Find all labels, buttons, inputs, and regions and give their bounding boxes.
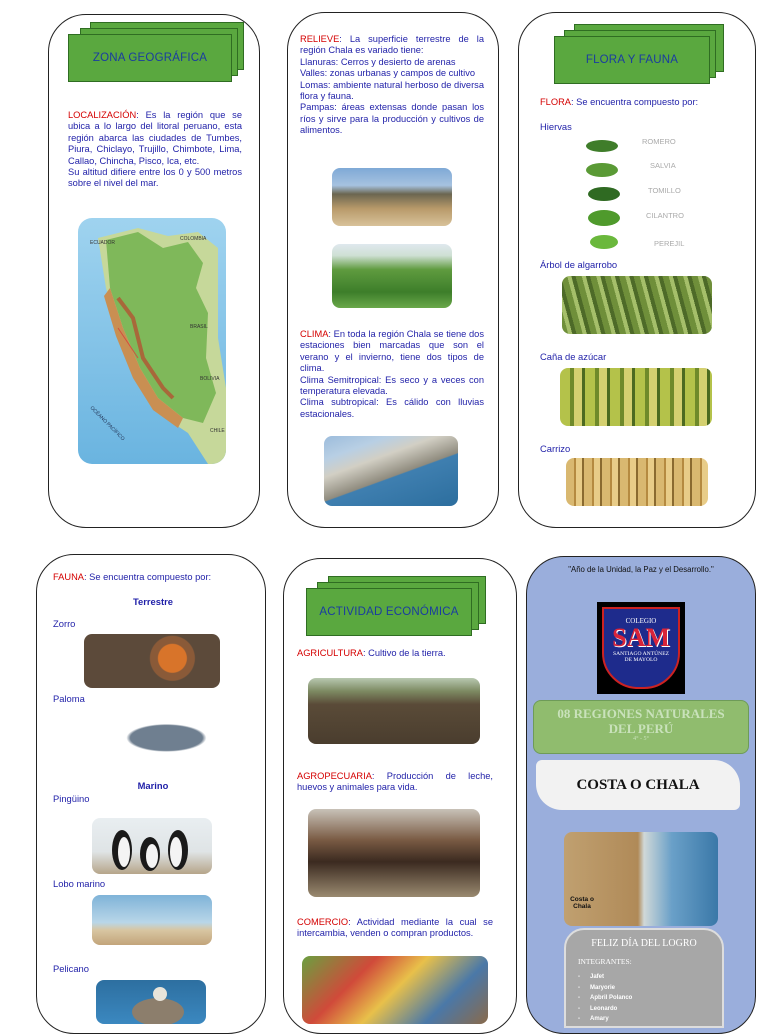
- flora-intro: : Se encuentra compuesto por:: [571, 97, 699, 107]
- clima-paragraph: [300, 329, 484, 420]
- banner-flora-fauna: [554, 24, 724, 82]
- livestock-image: [308, 809, 480, 897]
- herbs-svg: [580, 132, 700, 254]
- label-carrizo: Carrizo: [540, 443, 571, 454]
- pigeon-image: [86, 706, 220, 764]
- herbs-image: [580, 132, 700, 254]
- comercio-paragraph: [297, 917, 493, 940]
- herb-name: CILANTRO: [646, 211, 684, 220]
- banner-zona-geografica: [68, 22, 246, 80]
- penguin-image: [92, 818, 212, 874]
- agricultura-heading: AGRICULTURA: [297, 648, 363, 658]
- region-box: [536, 760, 740, 810]
- fauna-heading: FAUNA: [53, 572, 84, 582]
- member-item: - Maryorie: [578, 984, 616, 991]
- herb-name: TOMILLO: [648, 186, 681, 195]
- comercio-text: : Actividad mediante la cual se intercambia, venden o compran productos.: [297, 917, 493, 939]
- fauna-intro-line: [53, 572, 253, 583]
- peru-map-image: [78, 218, 226, 464]
- coast-city-image: [324, 436, 458, 506]
- herb-name: ROMERO: [642, 137, 676, 146]
- agropecuaria-text: : Producción de leche, huevos y animales para vida.: [297, 771, 493, 793]
- label-pelicano: Pelicano: [53, 963, 89, 974]
- logo-main-text: SAM: [612, 623, 670, 652]
- flora-heading: FLORA: [540, 97, 571, 107]
- desert-landscape-image: [332, 168, 452, 226]
- member-item: - Apbril Polanco: [578, 995, 633, 1001]
- label-terrestre: Terrestre: [133, 596, 173, 607]
- banner-title: ZONA GEOGRÁFICA: [92, 52, 208, 64]
- penguin-svg: [92, 818, 212, 874]
- logro-box: [564, 928, 724, 1028]
- fox-image: [84, 634, 220, 688]
- members-list: [578, 972, 722, 1025]
- costa-photo-label: Costa o Chala: [570, 896, 594, 910]
- pelican-image: [96, 980, 206, 1024]
- map-label-ocean: OCÉANO PACÍFICO: [88, 405, 126, 443]
- label-pinguino: Pingüino: [53, 793, 90, 804]
- region-title: COSTA O CHALA: [576, 776, 700, 793]
- lomas-landscape-image: [332, 244, 452, 308]
- member-item: - Leonardo: [578, 1005, 618, 1012]
- logo-top-text: COLEGIO: [625, 617, 657, 625]
- map-label-chile: CHILE: [210, 428, 225, 434]
- banner-actividad-economica: [306, 576, 486, 634]
- label-zorro: Zorro: [53, 618, 76, 629]
- clima-intro: : En toda la región Chala se tiene dos estaciones bien marcadas que son el verano y el invierno, tiene dos tipos de clima.: [300, 329, 484, 374]
- logo-bottom-text: SANTIAGO ANTÚNEZ DE MAYOLO: [612, 651, 670, 664]
- agropecuaria-heading: AGROPECUARIA: [297, 771, 372, 781]
- banner-title: FLORA Y FAUNA: [585, 54, 679, 66]
- costa-photo: [564, 832, 718, 926]
- localizacion-heading: LOCALIZACIÓN: [68, 110, 137, 120]
- label-marino: Marino: [137, 780, 169, 791]
- flora-intro-line: [540, 97, 740, 108]
- pelican-svg: [96, 980, 206, 1024]
- map-label-brasil: BRASIL: [190, 324, 208, 330]
- peru-map-svg: [78, 218, 226, 464]
- relieve-heading: RELIEVE: [300, 34, 340, 44]
- agropecuaria-paragraph: [297, 771, 493, 794]
- feliz-text: FELIZ DÍA DEL LOGRO: [591, 938, 697, 949]
- title-text: 08 REGIONES NATURALES DEL PERÚ: [557, 706, 725, 736]
- label-hierbas: Hiervas: [540, 121, 572, 132]
- motto-text: "Año de la Unidad, la Paz y el Desarrollo.": [568, 565, 714, 574]
- cana-image: [560, 368, 712, 426]
- label-paloma: Paloma: [53, 693, 85, 704]
- member-item: - Amary: [578, 1016, 609, 1022]
- label-cana: Caña de azúcar: [540, 351, 607, 362]
- title-subtext: 4° - 5°: [633, 736, 649, 742]
- herb-name: SALVIA: [650, 161, 676, 170]
- member-item: - Jafet: [578, 974, 605, 980]
- comercio-heading: COMERCIO: [297, 917, 349, 927]
- banner-title: ACTIVIDAD ECONÓMICA: [319, 606, 459, 618]
- altitud-text: Su altitud difiere entre los 0 y 500 metros sobre el nivel del mar.: [68, 167, 242, 189]
- map-label-bolivia: BOLIVIA: [200, 376, 220, 382]
- clima-heading: CLIMA: [300, 329, 329, 339]
- fauna-intro: : Se encuentra compuesto por:: [84, 572, 212, 582]
- agricultura-paragraph: [297, 648, 493, 659]
- title-box: [533, 700, 749, 754]
- label-algarrobo: Árbol de algarrobo: [540, 259, 618, 270]
- localizacion-paragraph: [68, 110, 242, 190]
- relieve-intro: : La superficie terrestre de la región Chala es variado tiene:: [300, 34, 484, 56]
- agriculture-image: [308, 678, 480, 744]
- map-label-colombia: COLOMBIA: [180, 236, 207, 242]
- carrizo-image: [566, 458, 708, 506]
- integrantes-label: INTEGRANTES:: [578, 957, 632, 966]
- relieve-item: Valles: zonas urbanas y campos de cultivo: [300, 68, 476, 79]
- localizacion-text: : Es la región que se ubica a lo largo del litoral peruano, esta región abarca las ciudades de Tumbes, Piura, Chiclayo, Trujillo, Chimbote, Lima, Callao, Chincha, Pisco, Ica, etc.: [68, 110, 242, 166]
- herb-name: PEREJIL: [654, 239, 685, 248]
- relieve-item: Lomas: ambiente natural herboso de diversa flora y fauna.: [300, 79, 484, 102]
- label-lobo-marino: Lobo marino: [53, 878, 106, 889]
- algarrobo-image: [562, 276, 712, 334]
- clima-item: Clima subtropical: Es cálido con lluvias estacionales.: [300, 397, 484, 419]
- relieve-paragraph: [300, 34, 484, 137]
- school-logo: [597, 602, 685, 694]
- sea-lion-image: [92, 895, 212, 945]
- agricultura-text: : Cultivo de la tierra.: [362, 648, 446, 658]
- map-label-ecuador: ECUADOR: [90, 240, 116, 246]
- market-image: [302, 956, 488, 1024]
- relieve-item: Llanuras: Cerros y desierto de arenas: [300, 56, 456, 67]
- relieve-item: Pampas: áreas extensas donde pasan los ríos y sirve para la producción y cultivos de alimentos.: [300, 102, 484, 136]
- clima-item: Clima Semitropical: Es seco y a veces con temperatura elevada.: [300, 374, 484, 397]
